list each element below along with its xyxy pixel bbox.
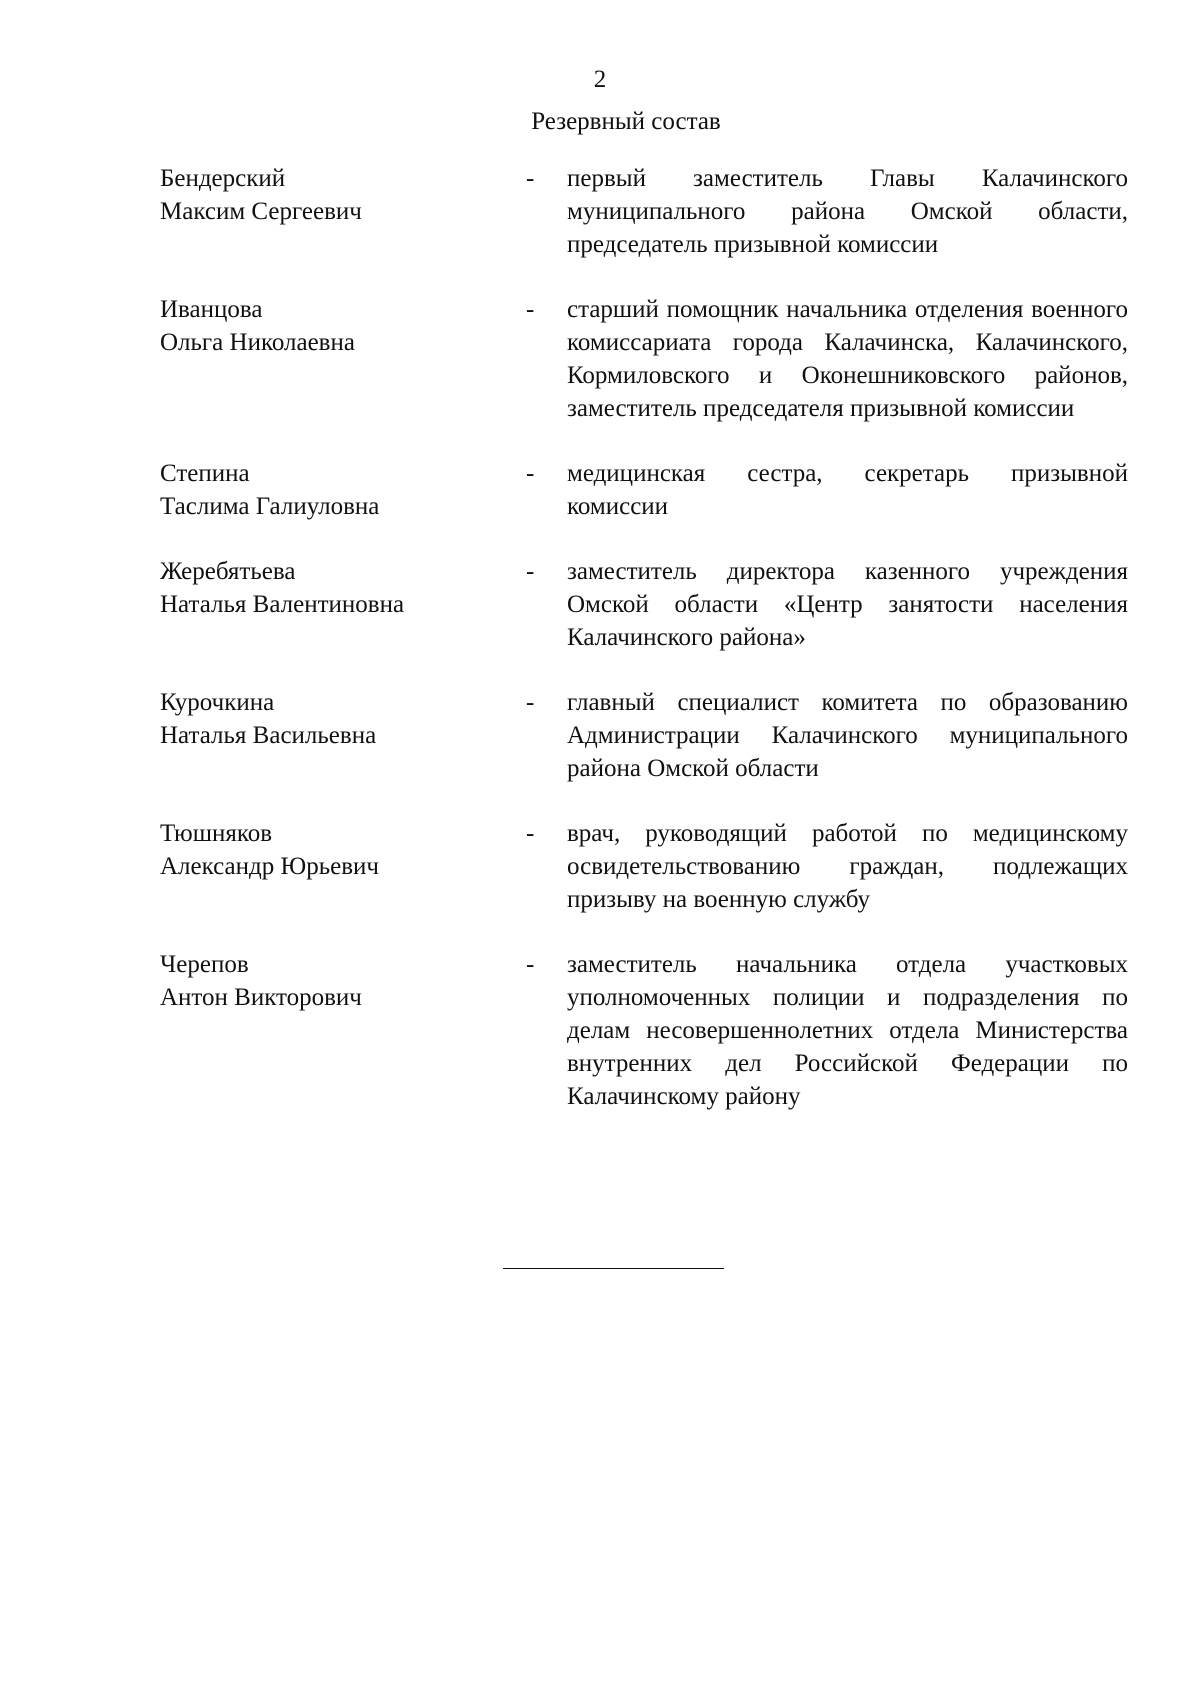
member-name xyxy=(160,293,526,359)
member-surname: Курочкина xyxy=(160,689,275,716)
entry-dash: - xyxy=(526,951,535,978)
member-name xyxy=(160,555,526,621)
member-position: заместитель начальника отдела участковых уполномоченных полиции и подразделения по делам несовершеннолетних отдела Министерства внутренних дел Российской Федерации по Калачинскому району xyxy=(567,951,1128,1110)
entry-dash: - xyxy=(526,165,535,192)
member-name xyxy=(160,162,526,228)
member-given-names: Александр Юрьевич xyxy=(160,853,379,880)
member-entry xyxy=(160,555,1128,654)
member-surname: Бендерский xyxy=(160,165,286,192)
entry-dash: - xyxy=(526,460,535,487)
member-name xyxy=(160,457,526,523)
member-position: главный специалист комитета по образованию Администрации Калачинского муниципального района Омской области xyxy=(567,689,1128,782)
member-entry xyxy=(160,162,1128,261)
member-entry xyxy=(160,948,1128,1113)
member-entry xyxy=(160,686,1128,785)
page-number: 2 xyxy=(593,66,607,93)
entry-dash: - xyxy=(526,820,535,847)
member-surname: Степина xyxy=(160,460,250,487)
member-position: старший помощник начальника отделения военного комиссариата города Калачинска, Калачинского, Кормиловского и Оконешниковского районов, заместитель председателя призывной комиссии xyxy=(567,296,1128,422)
entry-dash: - xyxy=(526,296,535,323)
member-name xyxy=(160,948,526,1014)
member-surname: Черепов xyxy=(160,951,249,978)
member-list xyxy=(160,162,1128,1113)
member-surname: Жеребятьева xyxy=(160,558,296,585)
member-given-names: Ольга Николаевна xyxy=(160,329,355,356)
member-position: врач, руководящий работой по медицинскому освидетельствованию граждан, подлежащих призыву на военную службу xyxy=(567,820,1128,913)
member-name xyxy=(160,817,526,883)
member-given-names: Антон Викторович xyxy=(160,984,362,1011)
member-entry xyxy=(160,293,1128,425)
entry-dash: - xyxy=(526,558,535,585)
member-name xyxy=(160,686,526,752)
member-given-names: Наталья Васильевна xyxy=(160,722,377,749)
member-surname: Тюшняков xyxy=(160,820,273,847)
member-surname: Иванцова xyxy=(160,296,263,323)
member-given-names: Таслима Галиуловна xyxy=(160,493,380,520)
end-of-list-rule xyxy=(503,1268,724,1269)
member-entry xyxy=(160,817,1128,916)
member-position: заместитель директора казенного учреждения Омской области «Центр занятости населения Калачинского района» xyxy=(567,558,1128,651)
member-position: медицинская сестра, секретарь призывной комиссии xyxy=(567,460,1128,520)
member-position: первый заместитель Главы Калачинского муниципального района Омской области, председатель призывной комиссии xyxy=(567,165,1128,258)
member-given-names: Наталья Валентиновна xyxy=(160,591,405,618)
section-title: Резервный состав xyxy=(531,108,721,135)
entry-dash: - xyxy=(526,689,535,716)
member-given-names: Максим Сергеевич xyxy=(160,198,362,225)
member-entry xyxy=(160,457,1128,523)
